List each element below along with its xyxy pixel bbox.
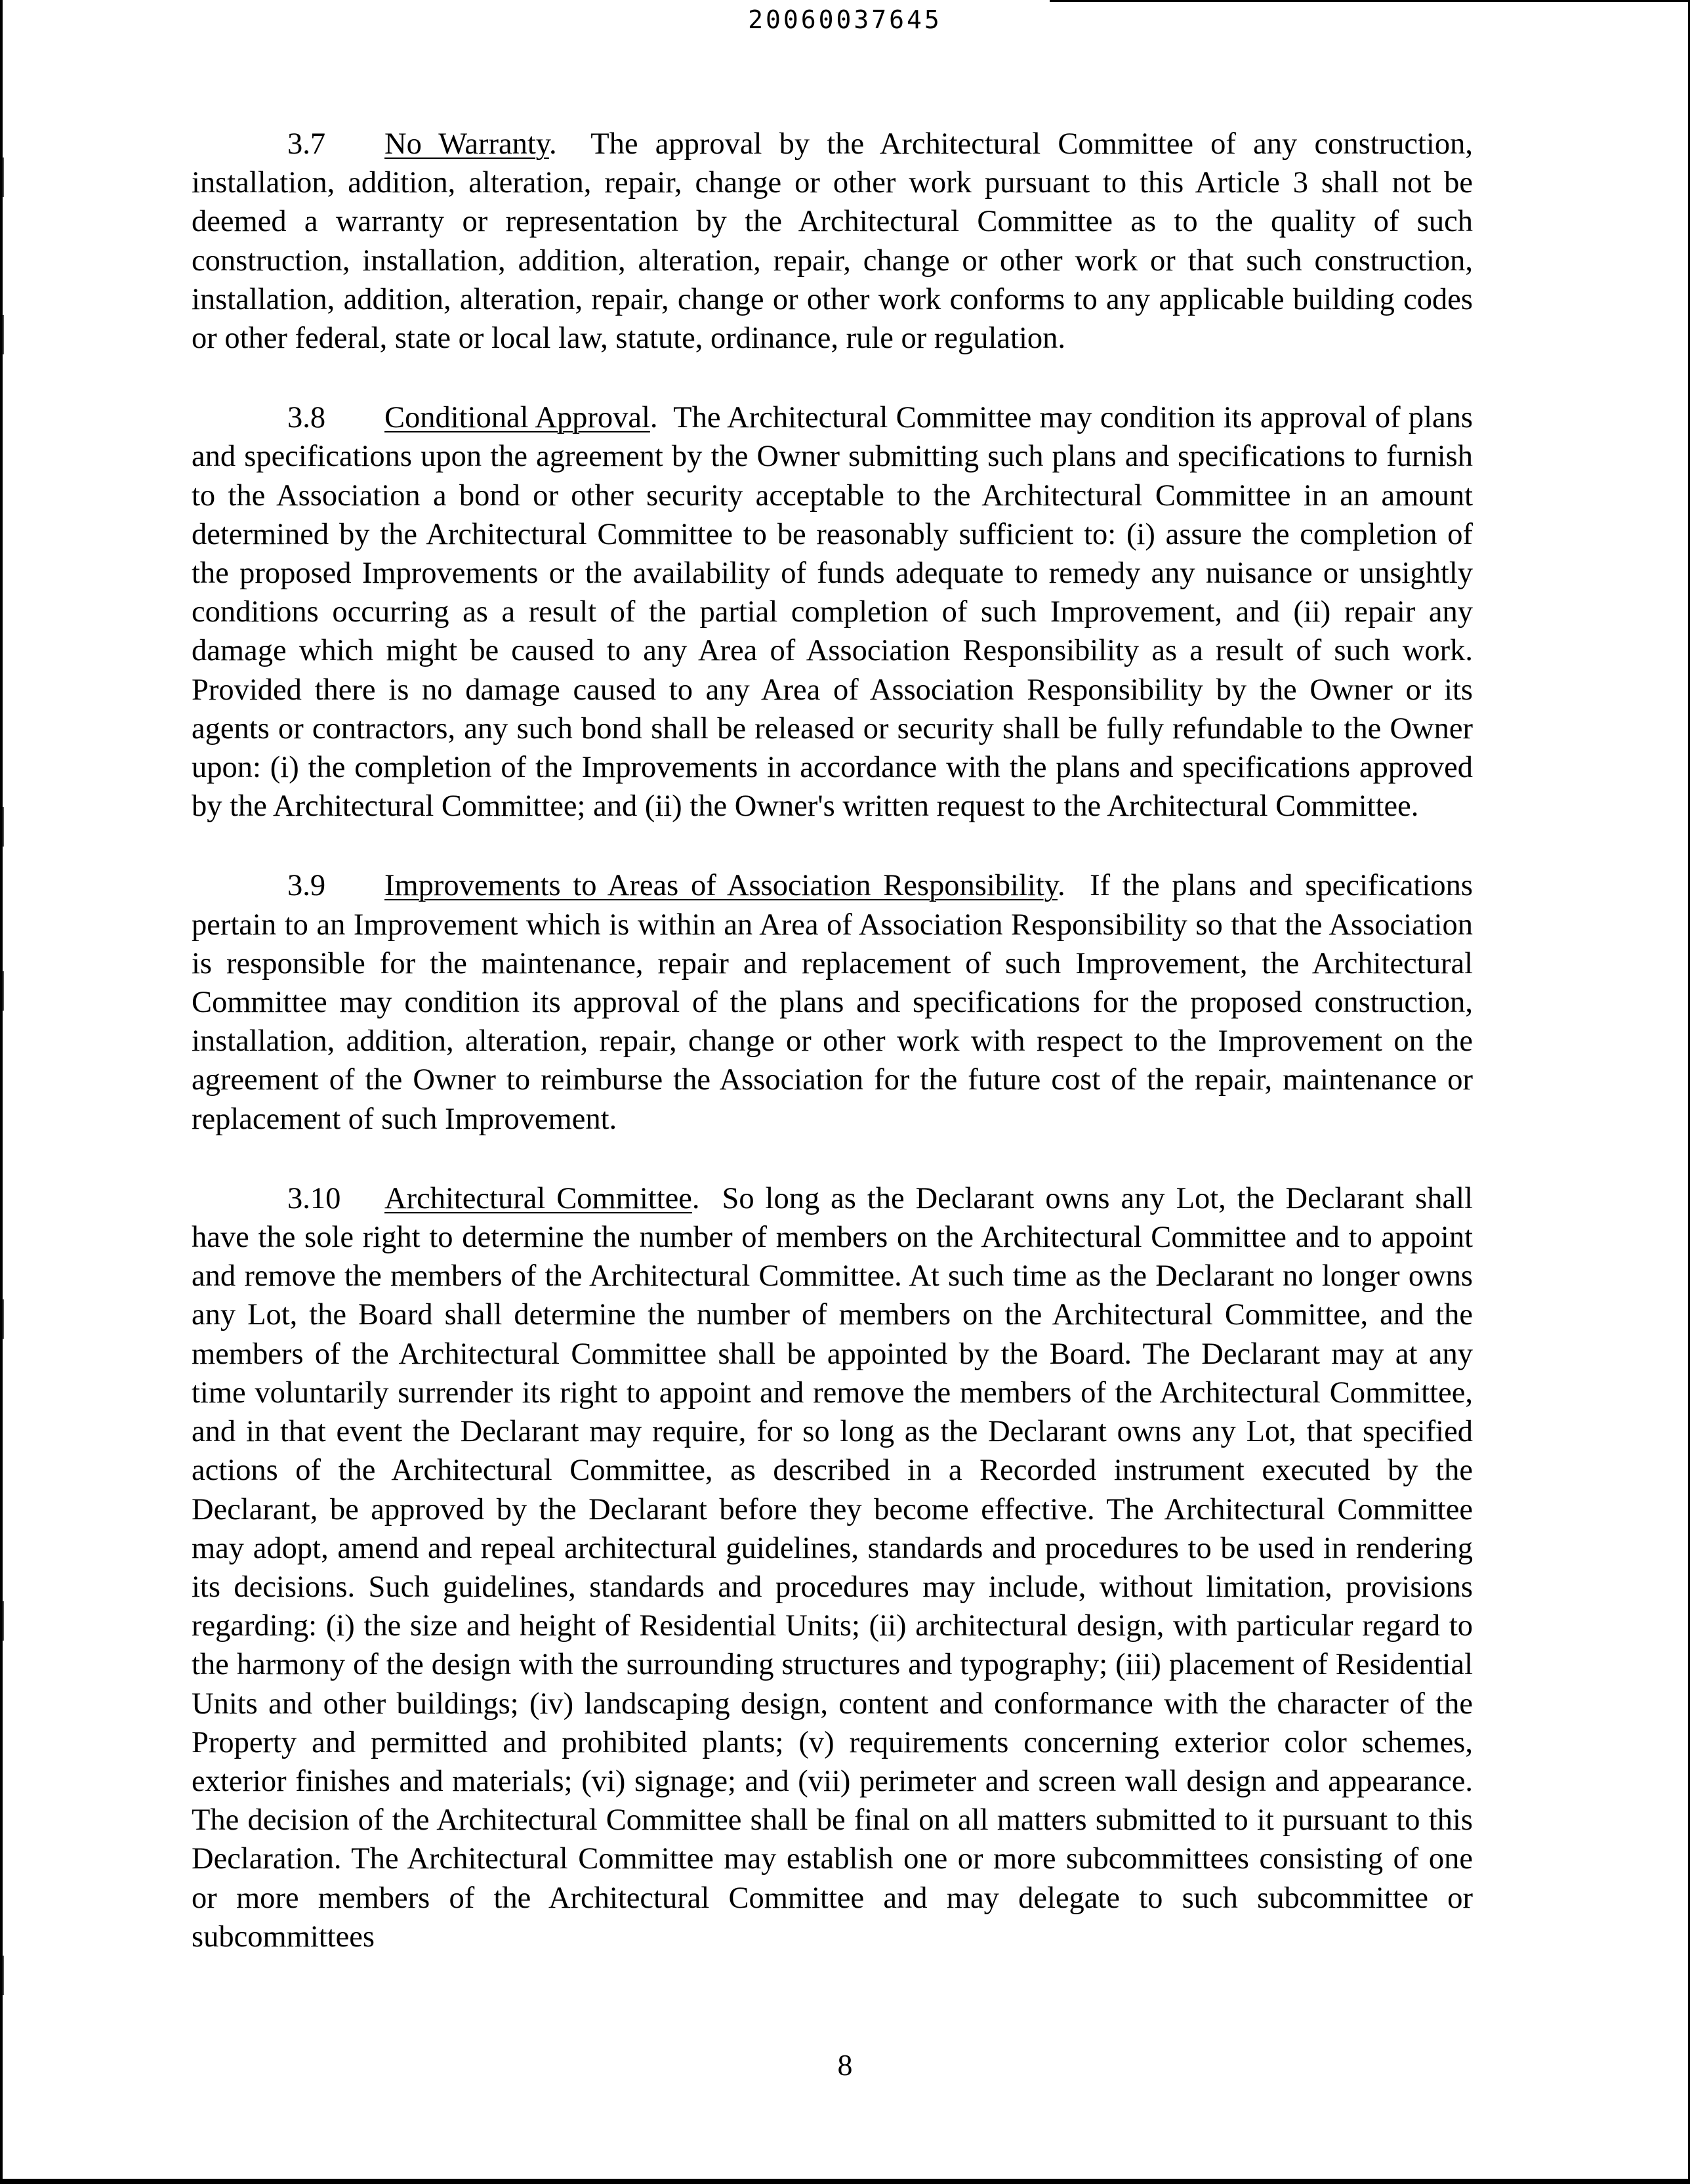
document-number: 20060037645	[748, 5, 942, 34]
scan-border-bottom	[0, 2179, 1690, 2184]
section-number: 3.7	[287, 127, 326, 161]
section-3-8: 3.8 Conditional Approval. The Architectural Committee may condition its approval of plans and specifications upon the agreement by the Owner submitting such plans and specifications to furnish to the Association a bond or other security acceptable to the Architectural Committee in an amount determined by the Architectural Committee to be reasonably sufficient to: (i) assure the completion of the proposed Improvements or the availability of funds adequate to remedy any nuisance or unsightly conditions occurring as a result of the partial completion of such Improvement, and (ii) repair any damage which might be caused to any Area of Association Responsibility as a result of such work. Provided there is no damage caused to any Area of Association Responsibility by the Owner or its agents or contractors, any such bond shall be released or security shall be fully refundable to the Owner upon: (i) the completion of the Improvements in accordance with the plans and specifications approved by the Architectural Committee; and (ii) the Owner's written request to the Architectural Committee.	[192, 398, 1473, 826]
section-3-10: 3.10 Architectural Committee. So long as the Declarant owns any Lot, the Declarant shall have the sole right to determine the number of members on the Architectural Committee and to appoint and remove the members of the Architectural Committee. At such time as the Declarant no longer owns any Lot, the Board shall determine the number of members on the Architectural Committee, and the members of the Architectural Committee shall be appointed by the Board. The Declarant may at any time voluntarily surrender its right to appoint and remove the members of the Architectural Committee, and in that event the Declarant may require, for so long as the Declarant owns any Lot, that specified actions of the Architectural Committee, as described in a Recorded instrument executed by the Declarant, be approved by the Declarant before they become effective. The Architectural Committee may adopt, amend and repeal architectural guidelines, standards and procedures to be used in rendering its decisions. Such guidelines, standards and procedures may include, without limitation, provisions regarding: (i) the size and height of Residential Units; (ii) architectural design, with particular regard to the harmony of the design with the surrounding structures and typography; (iii) placement of Residential Units and other buildings; (iv) landscaping design, content and conformance with the character of the Property and permitted and prohibited plants; (v) requirements concerning exterior color schemes, exterior finishes and materials; (vi) signage; and (vii) perimeter and screen wall design and appearance. The decision of the Architectural Committee shall be final on all matters submitted to it pursuant to this Declaration. The Architectural Committee may establish one or more subcommittees consisting of one or more members of the Architectural Committee and may delegate to such subcommittee or subcommittees	[192, 1179, 1473, 1956]
section-number: 3.8	[287, 401, 326, 435]
scan-edge-mark	[3, 158, 4, 197]
section-body: So long as the Declarant owns any Lot, the Declarant shall have the sole right to determine the number of members on the Architectural Committee and to appoint and remove the members of the Architectural Committee. At such time as the Declarant no longer owns any Lot, the Board shall determine the number of members on the Architectural Committee, and the members of the Architectural Committee shall be appointed by the Board. The Declarant may at any time voluntarily surrender its right to appoint and remove the members of the Architectural Committee, and in that event the Declarant may require, for so long as the Declarant owns any Lot, that specified actions of the Architectural Committee, as described in a Recorded instrument executed by the Declarant, be approved by the Declarant before they become effective. The Architectural Committee may adopt, amend and repeal architectural guidelines, standards and procedures to be used in rendering its decisions. Such guidelines, standards and procedures may include, without limitation, provisions regarding: (i) the size and height of Residential Units; (ii) architectural design, with particular regard to the harmony of the design with the surrounding structures and typography; (iii) placement of Residential Units and other buildings; (iv) landscaping design, content and conformance with the character of the Property and permitted and prohibited plants; (v) requirements concerning exterior color schemes, exterior finishes and materials; (vi) signage; and (vii) perimeter and screen wall design and appearance. The decision of the Architectural Committee shall be final on all matters submitted to it pursuant to this Declaration. The Architectural Committee may establish one or more subcommittees consisting of one or more members of the Architectural Committee and may delegate to such subcommittee or subcommittees	[192, 1181, 1474, 1954]
section-body: The Architectural Committee may condition its approval of plans and specifications upon the agreement by the Owner submitting such plans and specifications to furnish to the Association a bond or other security acceptable to the Architectural Committee in an amount determined by the Architectural Committee to be reasonably sufficient to: (i) assure the completion of the proposed Improvements or the availability of funds adequate to remedy any nuisance or unsightly conditions occurring as a result of the partial completion of such Improvement, and (ii) repair any damage which might be caused to any Area of Association Responsibility as a result of such work. Provided there is no damage caused to any Area of Association Responsibility by the Owner or its agents or contractors, any such bond shall be released or security shall be fully refundable to the Owner upon: (i) the completion of the Improvements in accordance with the plans and specifications approved by the Architectural Committee; and (ii) the Owner's written request to the Architectural Committee.	[192, 401, 1473, 824]
scan-edge-mark	[3, 1299, 4, 1339]
scan-edge-mark	[3, 315, 4, 354]
scan-edge-mark	[3, 1601, 4, 1641]
section-title: Improvements to Areas of Association Responsibility	[384, 869, 1058, 903]
section-number: 3.10	[287, 1181, 341, 1215]
document-body	[192, 125, 1473, 1956]
scan-edge-mark	[3, 1956, 4, 1995]
scan-edge-mark	[3, 971, 4, 1011]
section-body: If the plans and specifications pertain to an Improvement which is within an Area of Association Responsibility so that the Association is responsible for the maintenance, repair and replacement of such Improvement, the Architectural Committee may condition its approval of the plans and specifications for the proposed construction, installation, addition, alteration, repair, change or other work with respect to the Improvement on the agreement of the Owner to reimburse the Association for the future cost of the repair, maintenance or replacement of such Improvement.	[192, 869, 1473, 1136]
scan-edge-mark	[3, 807, 4, 847]
section-body: The approval by the Architectural Committee of any construction, installation, addition, alteration, repair, change or other work pursuant to this Article 3 shall not be deemed a warranty or representation by the Architectural Committee as to the quality of such construction, installation, addition, alteration, repair, change or other work or that such construction, installation, addition, alteration, repair, change or other work conforms to any applicable building codes or other federal, state or local law, statute, ordinance, rule or regulation.	[192, 127, 1473, 356]
section-title: Conditional Approval	[384, 401, 650, 435]
section-3-7: 3.7 No Warranty. The approval by the Architectural Committee of any construction, installation, addition, alteration, repair, change or other work pursuant to this Article 3 shall not be deemed a warranty or representation by the Architectural Committee as to the quality of such construction, installation, addition, alteration, repair, change or other work or that such construction, installation, addition, alteration, repair, change or other work conforms to any applicable building codes or other federal, state or local law, statute, ordinance, rule or regulation.	[192, 125, 1473, 358]
section-3-9: 3.9 Improvements to Areas of Association Responsibility. If the plans and specifications pertain to an Improvement which is within an Area of Association Responsibility so that the Association is responsible for the maintenance, repair and replacement of such Improvement, the Architectural Committee may condition its approval of the plans and specifications for the proposed construction, installation, addition, alteration, repair, change or other work with respect to the Improvement on the agreement of the Owner to reimburse the Association for the future cost of the repair, maintenance or replacement of such Improvement.	[192, 866, 1473, 1138]
section-title: Architectural Committee	[384, 1181, 692, 1215]
scan-top-rule	[1050, 0, 1690, 2]
section-number: 3.9	[287, 869, 326, 903]
section-title: No Warranty	[384, 127, 550, 161]
page-number: 8	[837, 2048, 853, 2082]
